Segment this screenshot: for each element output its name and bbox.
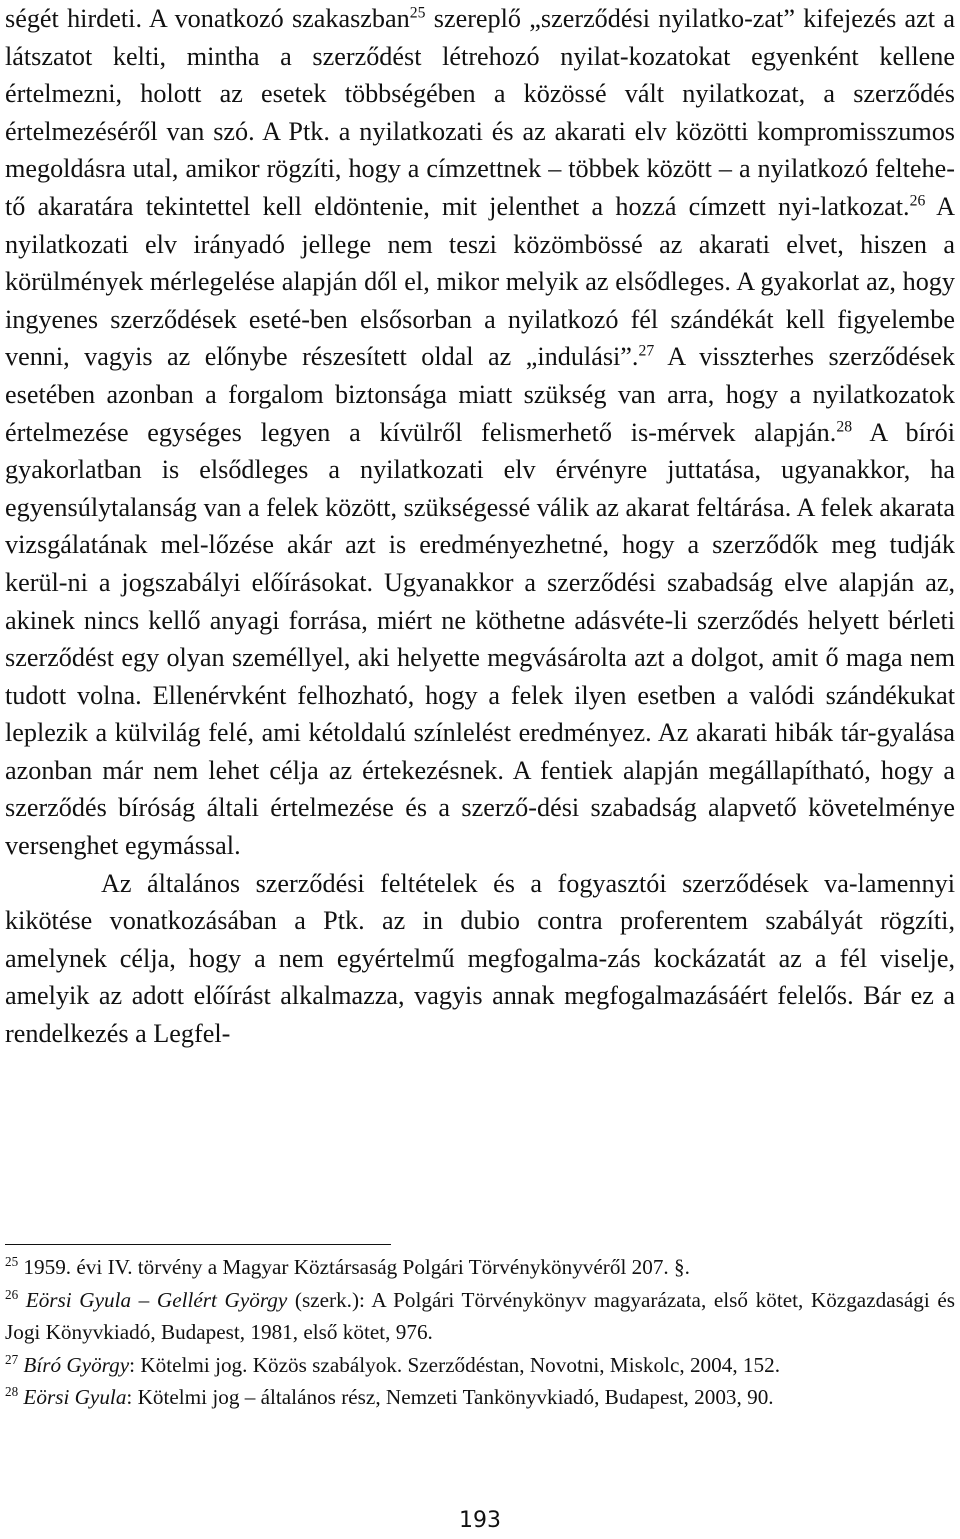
footnote-text: : Kötelmi jog – általános rész, Nemzeti Tankönyvkiadó, Budapest, 2003, 90. [126,1385,774,1409]
footnote-ref-26[interactable]: 26 [909,192,926,210]
footnote-ref-25[interactable]: 25 [409,4,426,22]
footnote-26 [5,1284,955,1349]
paragraph-1-text-c: A nyilatkozati elv irányadó jellege nem teszi közömbössé az akarati elvet, hiszen a körülmények mérlegelése alapján dől el, mikor melyik az elsődleges. A gyakorlat az, hogy ingyenes szerződések eseté-ben elsősorban a nyilatkozó fél szándékát kell figyelembe venni, vagyis az előnybe részesített oldal az „indulási”. [5,191,956,372]
footnote-ref-27[interactable]: 27 [638,342,655,360]
footnote-number: 25 [5,1253,19,1269]
footnotes [5,1251,955,1414]
body-text [5,0,955,1053]
footnote-separator [5,1244,391,1245]
footnote-author: Bíró György [23,1352,130,1377]
paragraph-1-text-d: A visszterhes szerződések esetében azonban a forgalom biztonsága miatt szükség van arra, hogy a nyilatkozatok értelmezése egységes legyen a kívülről felismerhető is-mérvek alapján. [5,342,955,447]
paragraph-1-text-b: szereplő „szerződési nyilatko-zat” kifejezés azt a látszatot kelti, mintha a szerződést létrehozó nyilat-kozatokat egyenként kellene értelmezni, holott az esetek többségében a közössé vált nyilatkozat, a szerződés értelmezéséről van szó. A Ptk. a nyilatkozati és az akarati elv közötti kompromisszumos megoldásra utal, amikor rögzíti, hogy a címzettnek – többek között – a nyilatkozó feltehe-tő akaratára tekintettel kell eldöntenie, mit jelenthet a hozzá címzett nyi-latkozat. [5,4,955,221]
page-number: 193 [459,1508,501,1533]
footnote-author: Eörsi Gyula – Gellért György [25,1287,288,1312]
footnote-author: Eörsi Gyula [23,1385,127,1409]
footnote-27 [5,1349,955,1382]
footnote-25 [5,1251,955,1284]
footnote-number: 28 [5,1383,19,1399]
paragraph-1-text-a: ségét hirdeti. A vonatkozó szakaszban [5,4,410,33]
footnote-text: (szerk.): A Polgári Törvénykönyv magyarázata, első kötet, Közgazdasági és Jogi Könyvkiadó, Budapest, 1981, első kötet, 976. [5,1287,956,1344]
footnote-ref-28[interactable]: 28 [836,417,853,435]
footnote-text: 1959. évi IV. törvény a Magyar Köztársaság Polgári Törvénykönyvéről 207. §. [18,1255,690,1279]
footnote-number: 27 [5,1351,19,1367]
paragraph-1 [5,0,955,865]
paragraph-1-text-e: A bírói gyakorlatban is elsődleges a nyilatkozati elv érvényre juttatása, ugyanakkor, ha egyensúlytalanság van a felek között, szükségessé válik az akarat feltárása. A felek akarata vizsgálatának mel-lőzése akár azt is eredményezhetné, hogy a szerződők meg tudják kerül-ni a jogszabályi előírásokat. Ugyanakkor a szerződési szabadság elve alapján az, akinek nincs kellő anyagi forrása, miért ne köthetne adásvéte-li szerződés helyett bérleti szerződést egy olyan személlyel, aki helyette megvásárolta azt a dolgot, amit ő maga nem tudott volna. Ellenérvként felhozható, hogy a felek ilyen esetben a valódi szándékukat leplezik a külvilág felé, ami kétoldalú színlelést eredményez. Az akarati hibák tár-gyalása azonban már nem lehet célja az értekezésnek. A fentiek alapján megállapítható, hogy a szerződés bíróság általi értelmezése és a szerző-dési szabadság alapvető követelménye versenghet egymással. [5,417,955,861]
footnote-28 [5,1381,955,1414]
footnote-number: 26 [5,1286,19,1302]
paragraph-2: Az általános szerződési feltételek és a fogyasztói szerződések va-lamennyi kikötése vonatkozásában a Ptk. az in dubio contra proferentem szabályát rögzíti, amelynek célja, hogy a nem egyértelmű megfogalma-zás kockázatát az a fél viselje, amelyik az adott előírást alkalmazza, vagyis annak megfogalmazásáért felelős. Bár ez a rendelkezés a Legfel- [5,868,955,1049]
footnote-text: : Kötelmi jog. Közös szabályok. Szerződéstan, Novotni, Miskolc, 2004, 152. [129,1352,780,1377]
